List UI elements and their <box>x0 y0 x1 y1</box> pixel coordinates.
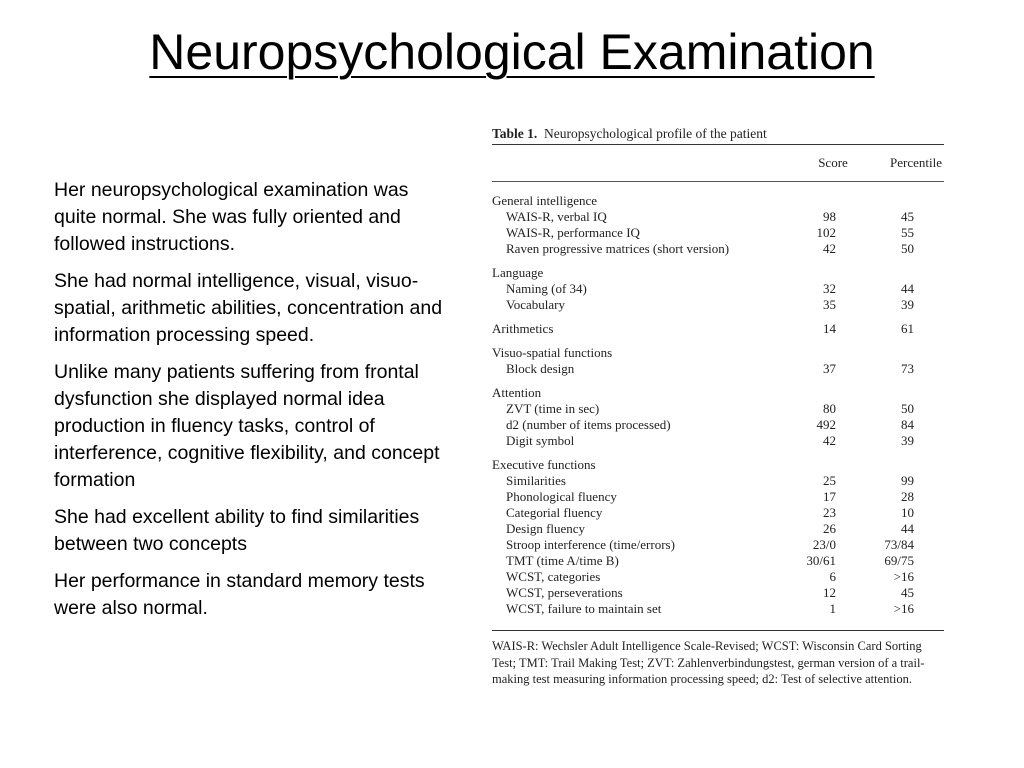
row-percentile: 39 <box>901 433 914 448</box>
row-percentile: 99 <box>901 473 914 488</box>
row-label: Stroop interference (time/errors) <box>506 537 675 552</box>
group-title: Visuo-spatial functions <box>492 345 613 360</box>
row-label: Digit symbol <box>506 433 575 448</box>
row-score: 42 <box>823 241 836 256</box>
row-score: 98 <box>823 209 836 224</box>
row-percentile: 50 <box>901 401 914 416</box>
table-row <box>492 401 944 417</box>
table-row <box>492 569 944 585</box>
table-row <box>492 537 944 553</box>
row-score: 37 <box>823 361 836 376</box>
row-label: Similarities <box>506 473 566 488</box>
row-score: 42 <box>823 433 836 448</box>
row-label: Phonological fluency <box>506 489 617 504</box>
row-percentile: >16 <box>893 569 914 584</box>
table-row <box>492 417 944 433</box>
row-percentile: 50 <box>901 241 914 256</box>
row-percentile: 45 <box>901 209 914 224</box>
row-score: 23/0 <box>812 537 836 552</box>
body-paragraph: Unlike many patients suffering from frontal dysfunction she displayed normal idea production in fluency tasks, control of interference, cognitive flexibility, and concept formation <box>54 361 440 491</box>
body-paragraph: Her performance in standard memory tests were also normal. <box>54 570 425 619</box>
row-score: 14 <box>823 321 836 336</box>
group-title: Language <box>492 265 544 280</box>
row-score: 25 <box>823 473 836 488</box>
row-label: Design fluency <box>506 521 586 536</box>
body-paragraph: She had normal intelligence, visual, visuo-spatial, arithmetic abilities, concentration and information processing speed. <box>54 270 443 346</box>
row-label: TMT (time A/time B) <box>506 553 619 568</box>
row-label: Arithmetics <box>492 321 554 336</box>
table-row <box>492 321 944 337</box>
row-percentile: 55 <box>901 225 914 240</box>
table-row <box>492 361 944 377</box>
table-row <box>492 553 944 569</box>
row-label: Block design <box>506 361 575 376</box>
table-row <box>492 601 944 617</box>
table-caption-text: Neuropsychological profile of the patient <box>544 126 767 141</box>
slide-body-text <box>54 177 454 632</box>
row-label: WCST, failure to maintain set <box>506 601 662 616</box>
table-footnote: WAIS-R: Wechsler Adult Intelligence Scale-Revised; WCST: Wisconsin Card Sorting Test; TMT: Trail Making Test; ZVT: Zahlenverbindungstest, german version of a trail-making test measuring information processing speed; d2: Test of selective attention. <box>492 639 925 686</box>
row-score: 17 <box>823 489 836 504</box>
table-bottom-rule <box>492 630 944 631</box>
group-title: Attention <box>492 385 542 400</box>
row-score: 12 <box>823 585 836 600</box>
table-group <box>492 265 944 313</box>
table-body <box>492 182 944 630</box>
row-percentile: 73 <box>901 361 914 376</box>
row-percentile: 73/84 <box>884 537 914 552</box>
table-row <box>492 225 944 241</box>
row-label: Vocabulary <box>506 297 565 312</box>
table-row <box>492 281 944 297</box>
table-group <box>492 345 944 377</box>
row-percentile: 44 <box>901 521 914 536</box>
table-caption-label: Table 1. <box>492 126 538 141</box>
row-score: 26 <box>823 521 836 536</box>
table-row <box>492 585 944 601</box>
table-row <box>492 433 944 449</box>
table-caption <box>492 124 944 144</box>
row-percentile: 10 <box>901 505 914 520</box>
row-label: WAIS-R, verbal IQ <box>506 209 607 224</box>
table-row <box>492 209 944 225</box>
row-score: 30/61 <box>806 553 836 568</box>
slide-title: Neuropsychological Examination <box>149 24 875 80</box>
row-score: 102 <box>816 225 836 240</box>
group-title: Executive functions <box>492 457 596 472</box>
row-label: ZVT (time in sec) <box>506 401 600 416</box>
row-score: 23 <box>823 505 836 520</box>
table-row <box>492 521 944 537</box>
row-label: WCST, perseverations <box>506 585 623 600</box>
table-row <box>492 297 944 313</box>
neuropsych-table <box>492 124 944 688</box>
row-score: 80 <box>823 401 836 416</box>
table-row <box>492 473 944 489</box>
row-label: Categorial fluency <box>506 505 603 520</box>
row-percentile: 61 <box>901 321 914 336</box>
row-score: 6 <box>829 569 836 584</box>
group-title: General intelligence <box>492 193 598 208</box>
row-score: 492 <box>816 417 836 432</box>
row-percentile: 69/75 <box>884 553 914 568</box>
row-label: Raven progressive matrices (short version) <box>506 241 730 256</box>
header-percentile: Percentile <box>890 155 942 170</box>
table-header <box>492 145 944 181</box>
row-label: WAIS-R, performance IQ <box>506 225 640 240</box>
row-percentile: 39 <box>901 297 914 312</box>
table-group <box>492 321 944 337</box>
row-score: 1 <box>829 601 836 616</box>
row-percentile: 45 <box>901 585 914 600</box>
header-score: Score <box>818 155 848 170</box>
row-label: Naming (of 34) <box>506 281 587 296</box>
table-row <box>492 505 944 521</box>
row-score: 32 <box>823 281 836 296</box>
row-label: WCST, categories <box>506 569 601 584</box>
row-score: 35 <box>823 297 836 312</box>
row-percentile: 84 <box>901 417 914 432</box>
body-paragraph: Her neuropsychological examination was quite normal. She was fully oriented and followed instructions. <box>54 179 409 255</box>
table-group <box>492 193 944 257</box>
body-paragraph: She had excellent ability to find similarities between two concepts <box>54 506 420 555</box>
table-group <box>492 385 944 449</box>
row-percentile: 44 <box>901 281 914 296</box>
row-percentile: >16 <box>893 601 914 616</box>
table-group <box>492 457 944 617</box>
row-percentile: 28 <box>901 489 914 504</box>
table-row <box>492 489 944 505</box>
row-label: d2 (number of items processed) <box>506 417 671 432</box>
table-row <box>492 241 944 257</box>
